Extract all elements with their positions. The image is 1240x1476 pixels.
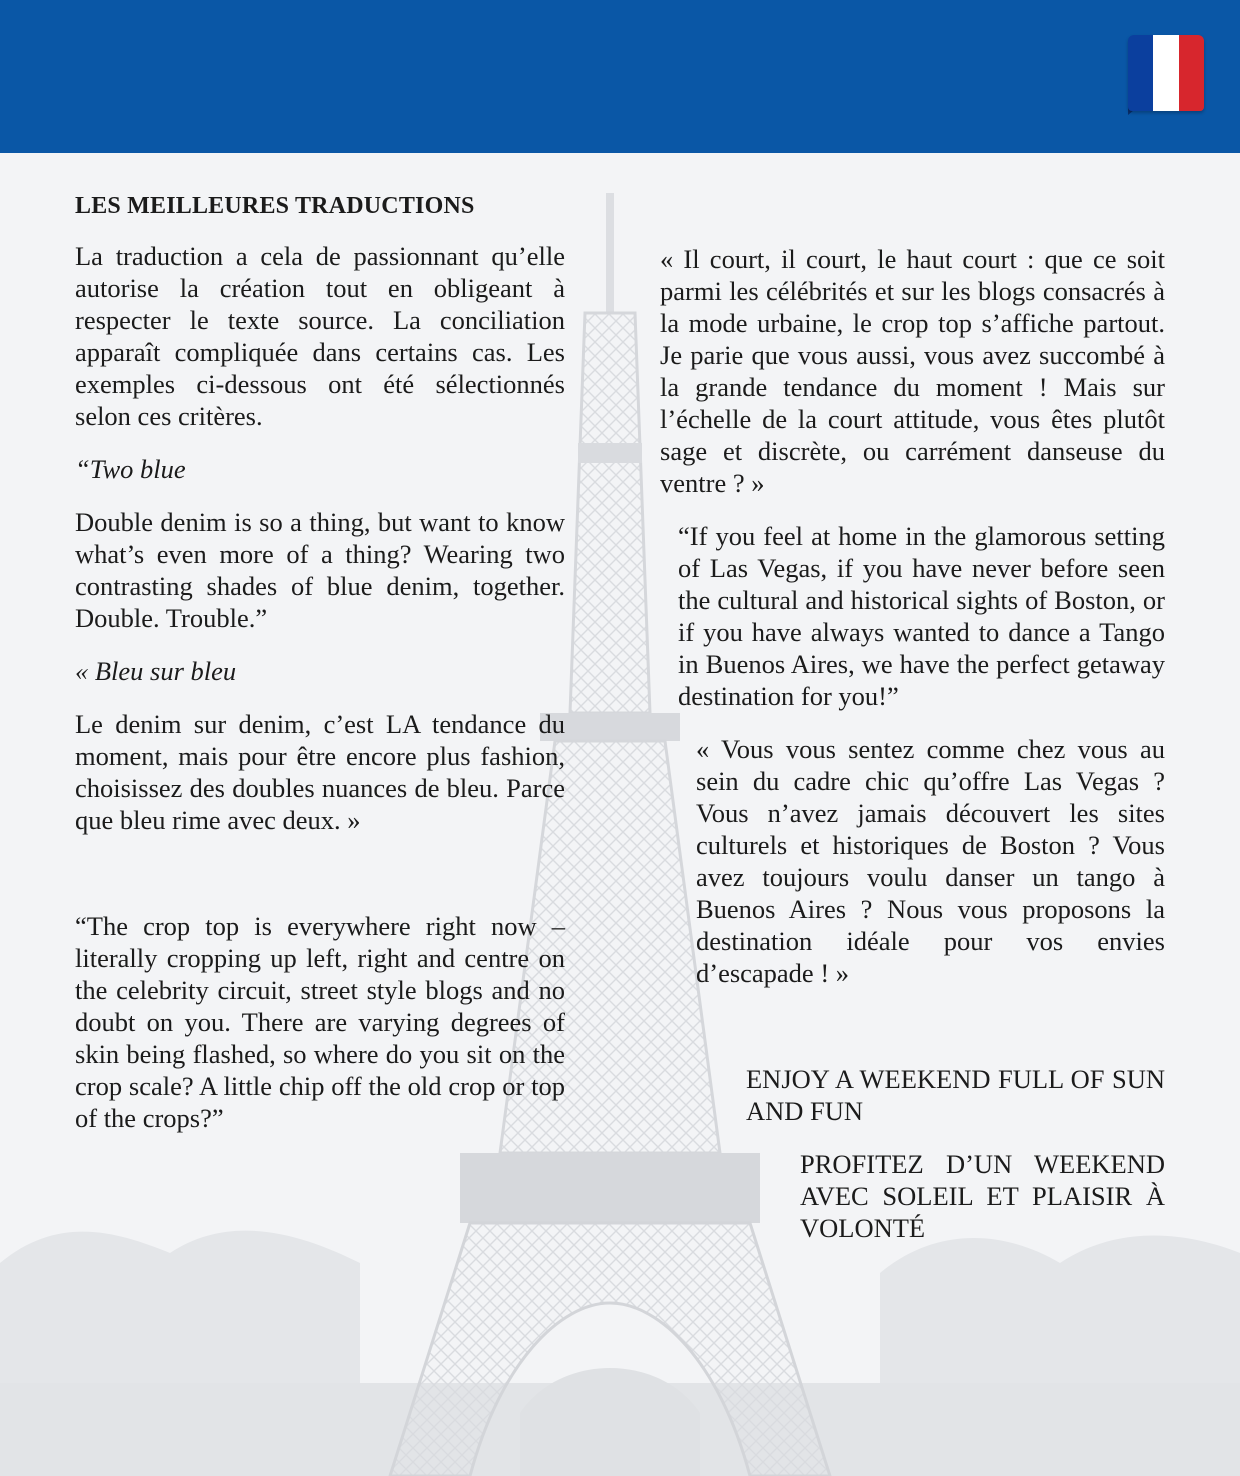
- right-column: [660, 243, 1165, 1244]
- header-bar: [0, 0, 1240, 153]
- travel-quote-en: “If you feel at home in the glamorous setting of Las Vegas, if you have never before seen the cultural and historical sights of Boston, or if you have always wanted to dance a Tango in Buenos Aires, we have the perfect getaway destination for you!”: [678, 521, 1165, 711]
- crop-top-quote-en: “The crop top is everywhere right now – literally cropping up left, right and centre on the celebrity circuit, street style blogs and no doubt on you. There are varying degrees of skin being flashed, so where do you sit on the crop scale? A little chip off the old crop or top of the crops?”: [75, 911, 565, 1133]
- french-flag-icon: [1128, 35, 1204, 111]
- weekend-slogan-en: ENJOY A WEEKEND FULL OF SUN AND FUN: [746, 1064, 1165, 1126]
- weekend-slogan-fr: PROFITEZ D’UN WEEKEND AVEC SOLEIL ET PLAISIR À VOLONTÉ: [800, 1149, 1165, 1243]
- flag-stripe-blue: [1128, 35, 1153, 111]
- example-title-fr: « Bleu sur bleu: [75, 656, 237, 686]
- intro-paragraph: La traduction a cela de passionnant qu’elle autorise la création tout en obligeant à respecter le texte source. La conciliation apparaît compliquée dans certains cas. Les exemples ci-dessous ont été sélectionnés selon ces critères.: [75, 241, 565, 431]
- flag-stripe-white: [1153, 35, 1178, 111]
- example-title-en: “Two blue: [75, 454, 186, 484]
- example-body-en: Double denim is so a thing, but want to know what’s even more of a thing? Wearing two contrasting shades of blue denim, together. Double. Trouble.”: [75, 507, 565, 633]
- flag-stripe-red: [1179, 35, 1204, 111]
- section-heading: LES MEILLEURES TRADUCTIONS: [75, 193, 475, 219]
- example-body-fr: Le denim sur denim, c’est LA tendance du moment, mais pour être encore plus fashion, choisissez des doubles nuances de bleu. Parce que bleu rime avec deux. »: [75, 709, 565, 835]
- crop-top-quote-fr: « Il court, il court, le haut court : que ce soit parmi les célébrités et sur les blogs consacrés à la mode urbaine, le crop top s’affiche partout. Je parie que vous aussi, vous avez succombé à la grande tendance du moment ! Mais sur l’échelle de la court attitude, vous êtes plutôt sage et discrète, ou carrément danseuse du ventre ? »: [660, 244, 1165, 498]
- left-column: [75, 190, 565, 1134]
- travel-quote-fr: « Vous vous sentez comme chez vous au sein du cadre chic qu’offre Las Vegas ? Vous n’avez jamais découvert les sites culturels et historiques de Boston ? Vous avez toujours voulu danser un tango à Buenos Aires ? Nous vous proposons la destination idéale pour vos envies d’escapade ! »: [696, 734, 1165, 988]
